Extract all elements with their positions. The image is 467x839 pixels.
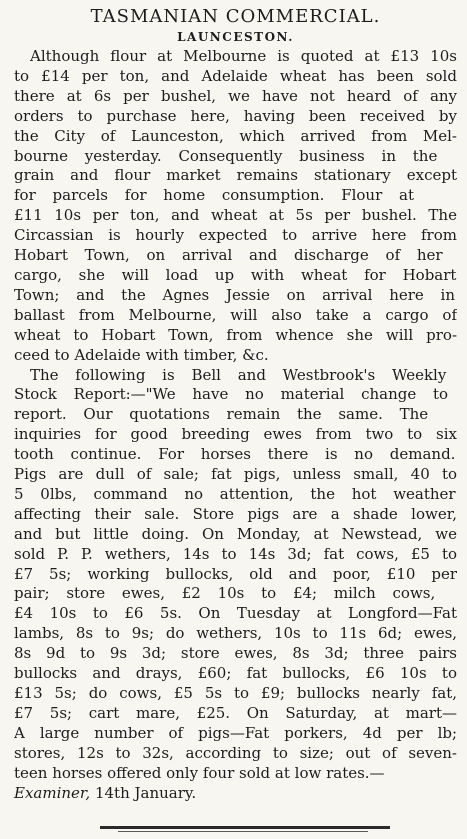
- text-line: Stock Report:—"We have no material change to: [14, 385, 449, 404]
- text-line: bourne yesterday. Consequently business in the: [14, 146, 438, 165]
- text-line: £13 5s; do cows, £5 5s to £9; bullocks nearly fat,: [14, 684, 457, 702]
- text-line: to £14 per ton, and Adelaide wheat has been sold: [14, 66, 457, 85]
- text-line: Pigs are dull of sale; fat pigs, unless small, 40 to: [14, 465, 457, 484]
- source-credit: [14, 784, 457, 804]
- column-end-rule: [100, 826, 390, 829]
- text-line: stores, 12s to 32s, according to size; out of seven-: [14, 743, 457, 762]
- text-line: Hobart Town, on arrival and discharge of her: [14, 246, 443, 265]
- text-line: the City of Launceston, which arrived from Mel-: [14, 126, 457, 145]
- text-line: £7 5s; working bullocks, old and poor, £10 per: [14, 564, 457, 583]
- text-line: £4 10s to £6 5s. On Tuesday at Longford—Fat: [14, 604, 457, 623]
- source-name: Examiner,: [14, 783, 91, 802]
- text-line: affecting their sale. Store pigs are a shade lower,: [14, 504, 457, 523]
- text-line: A large number of pigs—Fat porkers, 4d per lb;: [14, 723, 457, 742]
- text-line: Circassian is hourly expected to arrive here from: [14, 226, 457, 245]
- dateline: LAUNCESTON.: [177, 30, 294, 44]
- text-line: lambs, 8s to 9s; do wethers, 10s to 11s 6d; ewes,: [14, 624, 457, 643]
- text-line: £11 10s per ton, and wheat at 5s per bushel. The: [14, 206, 457, 225]
- text-line: there at 6s per bushel, we have not heard of any: [14, 86, 457, 105]
- text-line: Although flour at Melbourne is quoted at £13 10s: [30, 47, 457, 65]
- text-line: report. Our quotations remain the same. The: [14, 405, 429, 424]
- text-line: orders to purchase here, having been received by: [14, 106, 457, 125]
- text-line: 8s 9d to 9s 3d; store ewes, 8s 3d; three pairs: [14, 644, 457, 663]
- text-line: sold P. P. wethers, 14s to 14s 3d; fat cows, £5 to: [14, 544, 457, 563]
- headline: TASMANIAN COMMERCIAL.: [90, 6, 381, 27]
- text-line: pair; store ewes, £2 10s to £4; milch cows,: [14, 584, 436, 603]
- text-line: The following is Bell and Westbrook's Weekly: [30, 365, 447, 384]
- paragraph-flour-market: [14, 47, 457, 366]
- text-line: Town; and the Agnes Jessie on arrival here in: [14, 285, 455, 304]
- text-line: £7 5s; cart mare, £25. On Saturday, at mart—: [14, 703, 457, 722]
- text-line: for parcels for home consumption. Flour at: [14, 186, 414, 205]
- source-date: 14th January.: [90, 783, 197, 802]
- text-line: ballast from Melbourne, will also take a cargo of: [14, 305, 457, 324]
- text-line: ceed to Adelaide with timber, &c.: [14, 345, 269, 364]
- text-line: and but little doing. On Monday, at Newstead, we: [14, 524, 457, 543]
- text-line: 5 0lbs, command no attention, the hot weather: [14, 484, 456, 503]
- text-line: teen horses offered only four sold at low rates.—: [14, 763, 385, 782]
- text-line: grain and flour market remains stationary except: [14, 166, 457, 185]
- column-end-rule-thin: [118, 831, 368, 832]
- text-line: tooth continue. For horses there is no demand.: [14, 445, 456, 464]
- text-line: wheat to Hobart Town, from whence she will pro-: [14, 325, 457, 344]
- text-line: inquiries for good breeding ewes from two to six: [14, 425, 457, 444]
- text-line: cargo, she will load up with wheat for Hobart: [14, 265, 457, 284]
- text-line: bullocks and drays, £60; fat bullocks, £6 10s to: [14, 664, 457, 683]
- paragraph-stock-report: [14, 366, 457, 784]
